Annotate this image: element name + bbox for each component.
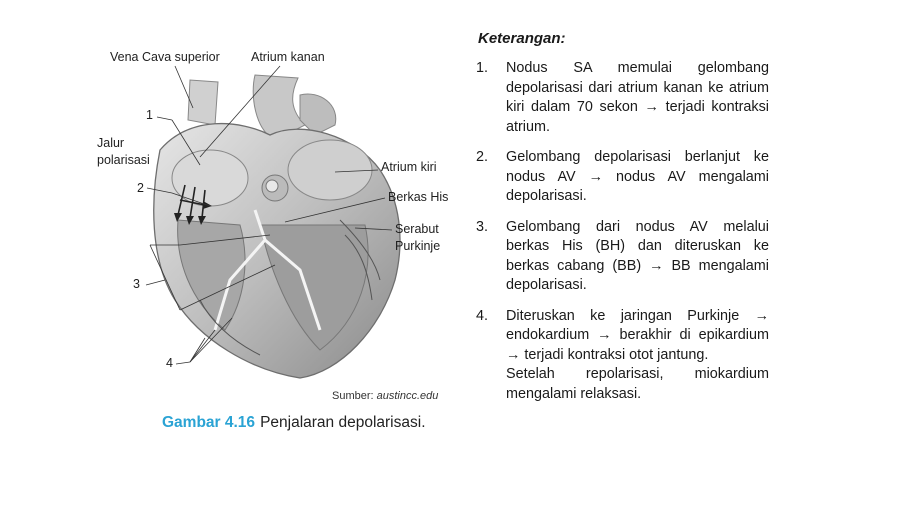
legend-item-text: Nodus SA memulai gelombang depolarisasi dari atrium kanan ke atrium kiri dalam 70 sekon → terjadi kontraksi atrium. — [506, 60, 769, 135]
source-value: austincc.edu — [376, 390, 439, 402]
legend-item — [474, 218, 769, 296]
label-number-3: 3 — [133, 277, 140, 291]
label-atrium-kiri: Atrium kiri — [381, 160, 437, 174]
source-credit — [332, 390, 438, 402]
legend-title: Keterangan: — [478, 30, 566, 47]
legend-panel — [474, 30, 769, 415]
label-purkinje: Purkinje — [395, 239, 441, 253]
label-number-4: 4 — [166, 356, 173, 370]
legend-item-number: 2. — [476, 149, 489, 165]
label-berkas-his: Berkas His — [388, 190, 449, 204]
label-atrium-kanan: Atrium kanan — [251, 50, 325, 64]
legend-item-number: 3. — [476, 218, 489, 235]
caption-text: Penjalaran depolarisasi. — [260, 414, 426, 431]
figure-caption — [162, 414, 426, 432]
label-serabut: Serabut — [395, 222, 439, 236]
label-number-2: 2 — [137, 181, 144, 195]
source-label: Sumber: — [332, 390, 374, 402]
legend-item-number: 1. — [476, 60, 489, 76]
legend-item-text: Gelombang depolarisasi berlanjut ke nodus AV → nodus AV mengalami depolarisasi. — [506, 149, 769, 204]
legend-item — [474, 307, 769, 405]
label-polarisasi: polarisasi — [97, 153, 150, 167]
legend-item-number: 4. — [476, 307, 489, 324]
legend-item-text: Diteruskan ke jaringan Purkinje → endokardium → berakhir di epikardium → terjadi kontraksi otot jantung. — [506, 307, 769, 363]
label-jalur: Jalur — [97, 136, 125, 150]
caption-number: Gambar 4.16 — [162, 414, 256, 431]
legend-item — [474, 148, 769, 207]
legend-item-text: Gelombang dari nodus AV melalui berkas His (BH) dan diteruskan ke berkas cabang (BB) → BB mengalami depolarisasi. — [506, 218, 769, 293]
label-number-1: 1 — [146, 108, 153, 122]
label-vena-cava: Vena Cava superior — [110, 50, 220, 64]
legend-item-extra: Setelah repolarisasi, miokardium mengalami relaksasi. — [506, 366, 769, 402]
legend-item — [474, 59, 769, 137]
